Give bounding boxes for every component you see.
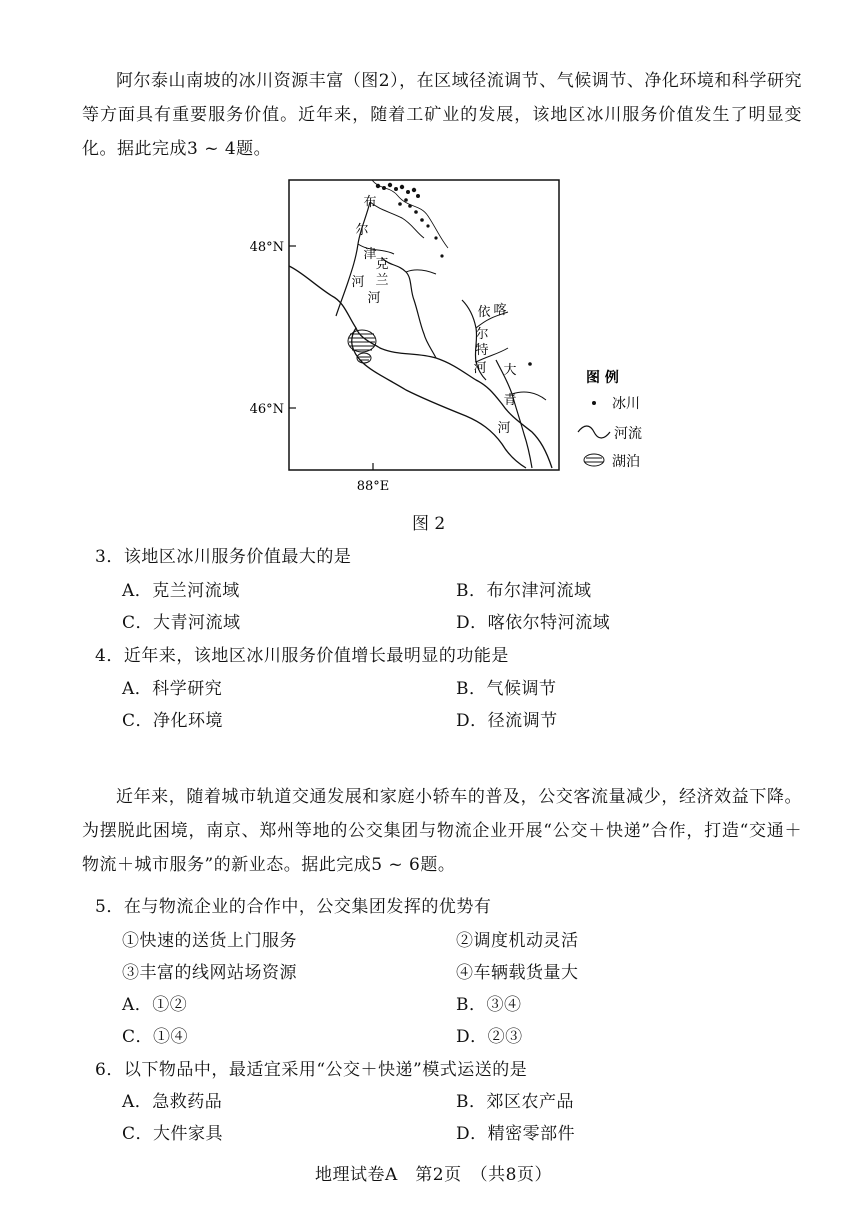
svg-text:兰: 兰 bbox=[375, 273, 389, 288]
svg-text:布: 布 bbox=[363, 195, 377, 210]
lat-48-label: 48°N bbox=[249, 240, 284, 255]
question-5-option-d: D．②③ bbox=[456, 1027, 523, 1047]
svg-text:克: 克 bbox=[375, 257, 389, 272]
question-3-option-c: C．大青河流域 bbox=[122, 613, 241, 633]
intro-paragraph-bus-express: 近年来，随着城市轨道交通发展和家庭小轿车的普及，公交客流量减少，经济效益下降。为摆脱此困境，南京、郑州等地的公交集团与物流企业开展“公交＋快递”合作，打造“交通＋物流＋城市服务”的新业态。据此完成5 ~ 6题。 bbox=[82, 787, 802, 875]
question-6-option-b: B．郊区农产品 bbox=[456, 1092, 574, 1112]
svg-text:大: 大 bbox=[503, 363, 517, 378]
question-5-option-c: C．①④ bbox=[122, 1027, 189, 1047]
glacier-legend-icon bbox=[592, 401, 596, 405]
lon-88-label: 88°E bbox=[356, 479, 390, 494]
map-legend bbox=[570, 360, 680, 470]
svg-text:青: 青 bbox=[503, 393, 517, 408]
svg-text:喀: 喀 bbox=[493, 303, 507, 318]
question-4-stem: 4．近年来，该地区冰川服务价值增长最明显的功能是 bbox=[95, 646, 509, 666]
question-4-option-a: A．科学研究 bbox=[122, 679, 223, 699]
kelan-river bbox=[382, 258, 436, 358]
question-4-option-d: D．径流调节 bbox=[456, 711, 558, 731]
svg-text:依: 依 bbox=[477, 305, 491, 320]
legend-river-label: 河流 bbox=[614, 426, 642, 442]
svg-text:津: 津 bbox=[363, 247, 377, 262]
svg-text:河: 河 bbox=[473, 361, 487, 376]
river-label-burjin bbox=[351, 195, 376, 290]
question-3-stem: 3．该地区冰川服务价值最大的是 bbox=[95, 547, 352, 567]
glacier-dots bbox=[376, 183, 532, 366]
question-5-option-b: B．③④ bbox=[456, 995, 522, 1015]
question-3-option-d: D．喀依尔特河流域 bbox=[456, 613, 611, 633]
page-footer: 地理试卷A 第2页 （共8页） bbox=[315, 1165, 552, 1185]
figure-caption: 图 2 bbox=[412, 514, 446, 534]
daqing-tributary bbox=[512, 392, 546, 400]
question-5-option-a: A．①② bbox=[122, 995, 188, 1015]
question-3-option-a: A．克兰河流域 bbox=[122, 581, 240, 601]
question-6-option-a: A．急救药品 bbox=[122, 1092, 223, 1112]
question-6-option-d: D．精密零部件 bbox=[456, 1124, 576, 1144]
river-label-kayirt bbox=[473, 302, 506, 376]
kelan-tributary bbox=[406, 270, 436, 274]
question-4-option-c: C．净化环境 bbox=[122, 711, 224, 731]
question-5-item-4: ④车辆载货量大 bbox=[456, 963, 579, 983]
river-label-kelan bbox=[367, 256, 388, 306]
question-5-item-3: ③丰富的线网站场资源 bbox=[122, 963, 297, 983]
intro-paragraph-glacier: 阿尔泰山南坡的冰川资源丰富（图2），在区域径流调节、气候调节、净化环境和科学研究等方面具有重要服务价值。近年来，随着工矿业的发展，该地区冰川服务价值发生了明显变化。据此完成3 ~ 4题。 bbox=[82, 71, 802, 159]
legend-lake-label: 湖泊 bbox=[612, 454, 640, 470]
glacier-map bbox=[240, 168, 580, 498]
question-5-item-2: ②调度机动灵活 bbox=[456, 931, 579, 951]
question-5-item-1: ①快速的送货上门服务 bbox=[122, 931, 297, 951]
svg-text:尔: 尔 bbox=[475, 327, 489, 342]
burjin-tributary bbox=[370, 202, 424, 238]
question-5-stem: 5．在与物流企业的合作中，公交集团发挥的优势有 bbox=[95, 897, 492, 917]
legend-title: 图 例 bbox=[586, 370, 619, 386]
question-4-option-b: B．气候调节 bbox=[456, 679, 557, 699]
map-frame bbox=[289, 180, 559, 470]
river-label-daqing bbox=[497, 362, 516, 436]
legend-glacier-label: 冰川 bbox=[612, 396, 640, 412]
lake-legend-icon bbox=[584, 454, 604, 466]
lat-46-label: 46°N bbox=[249, 402, 284, 417]
question-6-option-c: C．大件家具 bbox=[122, 1124, 224, 1144]
svg-text:尔: 尔 bbox=[355, 223, 369, 238]
question-6-stem: 6．以下物品中，最适宜采用“公交＋快递”模式运送的是 bbox=[95, 1060, 528, 1080]
svg-text:河: 河 bbox=[367, 291, 381, 306]
lower-river bbox=[352, 328, 526, 468]
svg-text:河: 河 bbox=[497, 421, 511, 436]
river-legend-icon bbox=[578, 426, 610, 438]
question-3-option-b: B．布尔津河流域 bbox=[456, 581, 592, 601]
svg-text:特: 特 bbox=[475, 343, 489, 358]
svg-text:河: 河 bbox=[351, 275, 365, 290]
